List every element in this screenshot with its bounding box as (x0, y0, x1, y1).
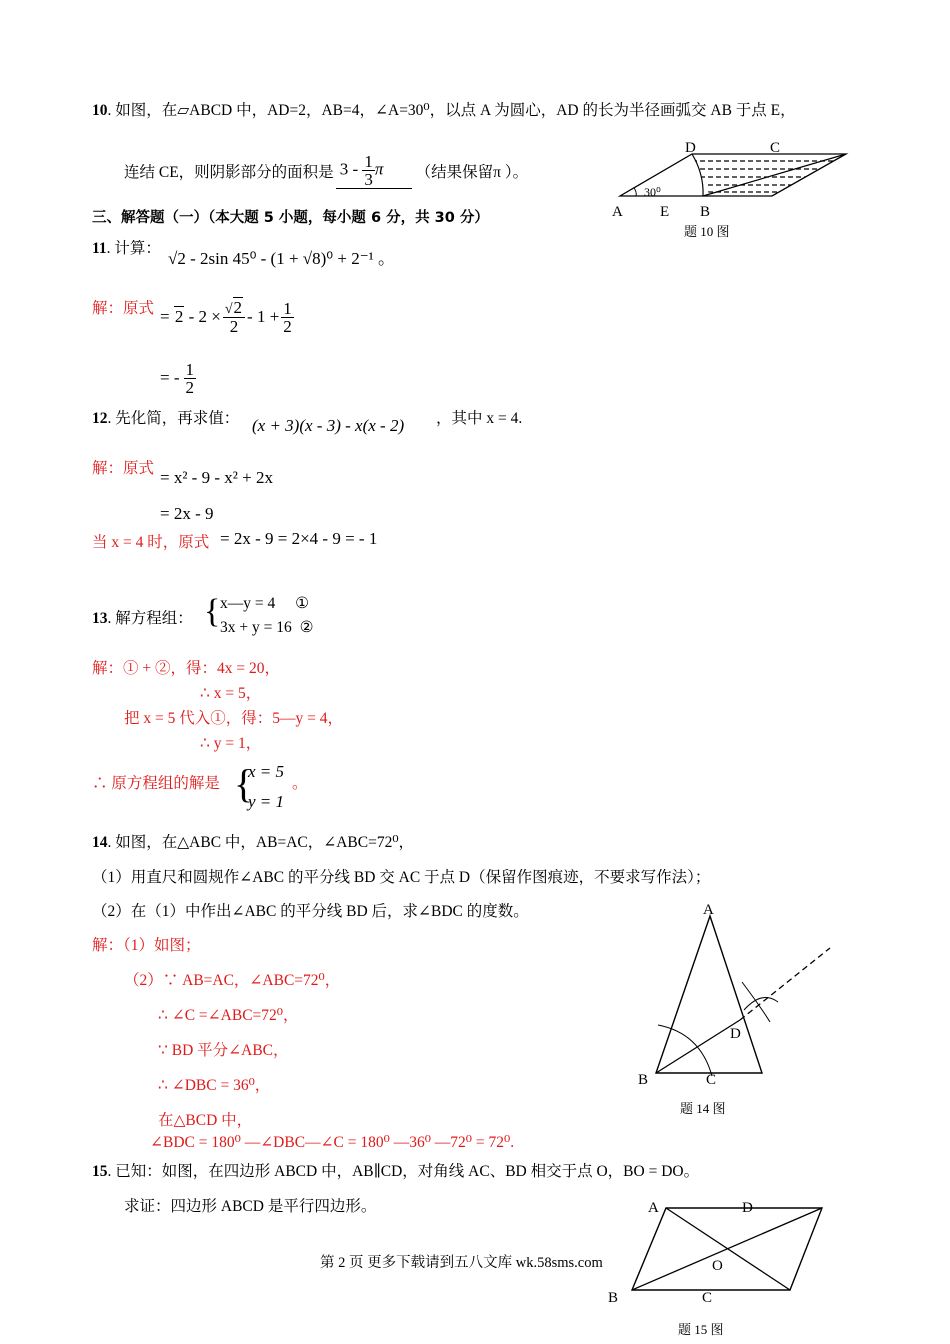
q10-text: . 如图，在▱ABCD 中，AD=2，AB=4，∠A=30⁰，以点 A 为圆心，AD 的长为半径画弧交 AB 于点 E， (107, 102, 796, 119)
q10-answer-pi: π (374, 159, 384, 179)
figure-10 (600, 136, 860, 246)
q11-step2: = - $\frac{1}{2}$ (160, 359, 194, 397)
q14-s5: ∴ ∠DBC = 36⁰， (158, 1077, 271, 1094)
q13-eq2-mark: ② (299, 619, 314, 636)
label-c: C (706, 1072, 717, 1088)
q15-prove: 求证：四边形 ABCD 是平行四边形。 (124, 1198, 377, 1215)
q13-eq1 (220, 594, 309, 613)
q12-step3: = 2x - 9 = 2×4 - 9 = - 1 (220, 529, 378, 548)
q14-s1: 解：（1）如图； (92, 937, 201, 954)
label-b: B (700, 204, 711, 220)
label-c: C (702, 1290, 713, 1306)
q13-answer-y: y = 1 (248, 792, 285, 811)
figure-14-caption: 题 14 图 (680, 1101, 726, 1116)
q12-number: 12 (92, 410, 108, 427)
section-3-heading: 三、解答题（一）（本大题 5 小题，每小题 6 分，共 30 分） (92, 210, 489, 226)
label-b: B (638, 1072, 649, 1088)
q13-eq1-text: x—y = 4 (220, 595, 276, 612)
q14-stem (92, 830, 414, 852)
q12-solution-label: 解：原式 (92, 460, 155, 477)
figure-15-caption: 题 15 图 (678, 1322, 724, 1337)
q10-line2 (124, 146, 528, 196)
q13-s5-end: 。 (292, 775, 308, 792)
label-a: A (703, 902, 714, 918)
q13-s5-label: ∴ 原方程组的解是 (92, 775, 220, 792)
q11-step1: = 2 - 2 × $\frac{√2}{2}$ - 1 + $\frac{1}{2}$ (160, 298, 292, 336)
q12-step3-label: 当 x = 4 时，原式 (92, 534, 210, 551)
figure-15 (600, 1194, 840, 1344)
triangle-abc (656, 916, 762, 1073)
q15-number: 15 (92, 1163, 108, 1180)
angle-mark (634, 188, 636, 196)
q13-answer-x: x = 5 (248, 762, 285, 781)
q13-answer-brace: { (234, 761, 254, 806)
segment-ce (703, 154, 846, 196)
q13-eq2-text: 3x + y = 16 (220, 619, 292, 636)
label-d: D (730, 1026, 741, 1042)
q13-eq1-mark: ① (295, 595, 310, 612)
q11-stem (92, 236, 161, 258)
q13-s1: 解：① + ②，得：4x = 20， (92, 660, 280, 677)
q15-stem (92, 1159, 699, 1181)
q12-expression: (x + 3)(x - 3) - x(x - 2) (252, 416, 405, 435)
q10-answer (336, 153, 412, 189)
label-a: A (648, 1200, 659, 1216)
label-d: D (742, 1200, 753, 1216)
compass-arc-2 (742, 982, 770, 1022)
q13-text: . 解方程组： (107, 610, 193, 627)
q11-text: . 计算： (106, 240, 161, 257)
q12-step2: = 2x - 9 (160, 504, 214, 523)
figure-14 (620, 898, 850, 1122)
q14-text: . 如图，在△ABC 中，AB=AC，∠ABC=72⁰， (107, 834, 415, 851)
label-b: B (608, 1290, 619, 1306)
q14-number: 14 (92, 834, 108, 851)
label-a: A (612, 204, 623, 220)
q14-s2: （2）∵ AB=AC，∠ABC=72⁰， (124, 972, 341, 989)
q10-line2-post: （结果保留π ）。 (415, 164, 529, 181)
q10-line1 (92, 98, 796, 120)
label-30: 30⁰ (644, 185, 661, 199)
q11-number: 11 (92, 240, 107, 257)
q14-s4: ∵ BD 平分∠ABC， (158, 1042, 289, 1059)
q13-number: 13 (92, 610, 108, 627)
q10-answer-int: 3 - (339, 159, 359, 179)
q10-answer-frac (362, 153, 375, 188)
q13-brace: { (204, 593, 221, 630)
q11-solution-label: 解：原式 (92, 300, 155, 317)
q14-part2: （2）在（1）中作出∠ABC 的平分线 BD 后，求∠BDC 的度数。 (92, 903, 529, 920)
label-c: C (770, 140, 781, 156)
q14-s3: ∴ ∠C =∠ABC=72⁰， (158, 1007, 299, 1024)
q12-condition: ，其中 x = 4. (436, 410, 523, 427)
q13-s4: ∴ y = 1， (200, 735, 262, 752)
label-o: O (712, 1258, 723, 1274)
q10-line2-text: 连结 CE，则阴影部分的面积是 (124, 164, 334, 181)
q10-number: 10 (92, 102, 108, 119)
q14-part1: （1）用直尺和圆规作∠ABC 的平分线 BD 交 AC 于点 D（保留作图痕迹，不要求写作法）； (92, 869, 711, 886)
figure-10-caption: 题 10 图 (684, 224, 730, 239)
bisector-extension (740, 948, 830, 1020)
q14-s7: ∠BDC = 180⁰ —∠DBC—∠C = 180⁰ —36⁰ —72⁰ = 72⁰. (150, 1134, 515, 1151)
arc-de (692, 154, 703, 196)
q10-answer-den: 3 (364, 170, 373, 189)
compass-arc-1 (658, 1025, 712, 1076)
q13-s3: 把 x = 5 代入①，得：5—y = 4， (124, 710, 343, 727)
q13-s2: ∴ x = 5， (200, 685, 262, 702)
q12-step1: = x² - 9 - x² + 2x (160, 468, 273, 487)
q14-s6: 在△BCD 中， (158, 1112, 253, 1129)
q11-expression: √2 - 2sin 45⁰ - (1 + √8)⁰ + 2⁻¹ 。 (168, 249, 396, 268)
q12-stem (92, 406, 239, 428)
q13-eq2 (220, 618, 314, 637)
q15-text: . 已知：如图，在四边形 ABCD 中，AB∥CD，对角线 AC、BD 相交于点 O，BO = DO。 (107, 1163, 700, 1180)
label-e: E (660, 204, 670, 220)
q10-answer-num: 1 (364, 152, 373, 171)
q12-text: . 先化简，再求值： (107, 410, 240, 427)
page-footer: 第 2 页 更多下载请到五八文库 wk.58sms.com (320, 1255, 603, 1271)
q13-stem (92, 606, 193, 628)
label-d: D (685, 140, 696, 156)
